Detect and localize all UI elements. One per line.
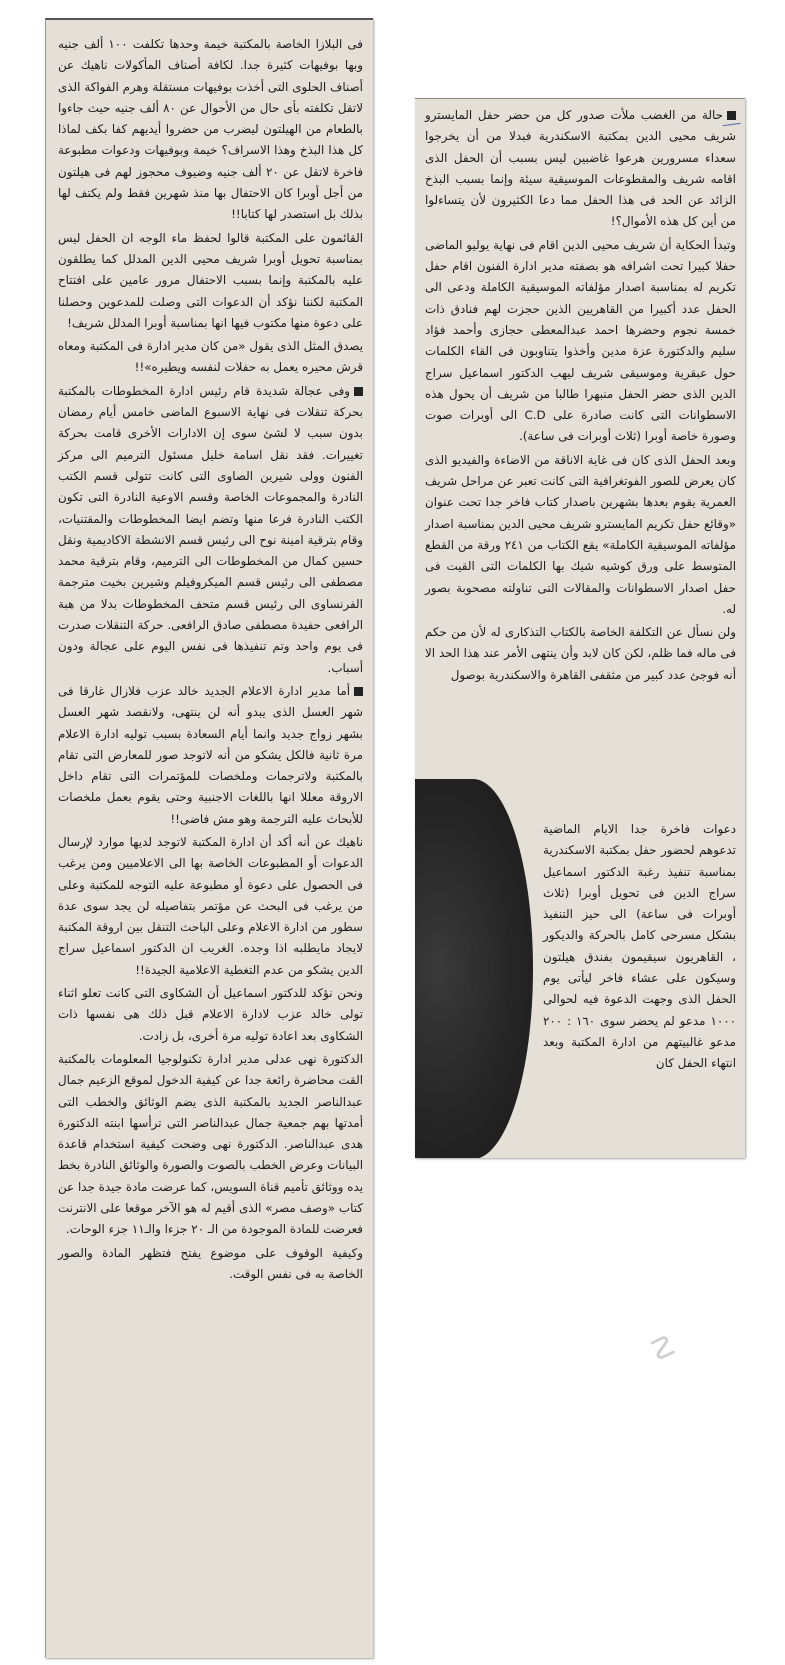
left-paragraph-1: فى البلازا الخاصة بالمكتبة خيمة وحدها تكلفت ١٠٠ ألف جنيه وبها بوفيهات كثيرة جدا. لكافة أصناف المأكولات ناهيك عن أصناف الحلوى التى أخذت بوفيهات مستقلة وهرم الفواكة الذى لاتقل تكلفته بأى حال من الأحوال عن ٨٠ ألف جنيه حيث جاءوا بالطعام من الهيلتون ليضرب من حضروا أيديهم كفا بكف لماذا كل هذا البذخ وهذا الاسراف؟ خيمة وبوفيهات ودعوات مطبوعة فاخرة لاتقل عن ٢٠ ألف جنيه وضيوف محجوز لهم فى هيلتون من أجل أوبرا كان الاحتفال بها منذ شهرين فقط ولم يكتف لها بذلك بل استصدر لها كتابا!! xyxy=(58,37,364,222)
left-paragraph-9: وكيفية الوقوف على موضوع يفتح فتظهر المادة والصور الخاصة به فى نفس الوقت. xyxy=(58,1245,363,1281)
right-paragraph-1 xyxy=(425,105,736,233)
left-clipping-column xyxy=(45,18,373,1658)
left-paragraph-2: القائمون على المكتبة قالوا لحفظ ماء الوجه ان الحفل ليس بمناسبة تحويل أوبرا شريف محيى الدين المدلل كما يطلقون عليه بالمكتبة وإنما بسبب الاحتفال مرور عامين على افتتاح المكتبة لكننا نؤكد أن الدعوات التى وصلت للمدعوين وحصلنا على دعوة منها مكتوب فيها انها بمناسبة أوبرا المدلل شريف! xyxy=(58,230,363,330)
right-text-block-bottom xyxy=(543,819,736,1075)
pencil-scribble-icon: ☡ xyxy=(646,1329,680,1369)
left-paragraph-6: ناهيك عن أنه أكد أن ادارة المكتبة لاتوجد لديها موارد لإرسال الدعوات أو المطبوعات الخاصة بها الى الاعلاميين ومن يرغب فى الحصول على دعوة أو مطبوعة عليه التوجه للمكتبة وعلى من يرغب فى البحث عن مؤتمر بتفاصيله لن يجد سوى عدة سطور من ادارة الاعلام وعلى الباحث التنقل بين اروقة المكتبة لايجاد مايطلبه اذا وجده. الغريب ان الدكتور اسماعيل سراج الدين يشكو من عدم التغطية الاعلامية الجيدة!! xyxy=(58,834,363,977)
right-paragraph-4: ولن نسأل عن التكلفة الخاصة بالكتاب التذكارى له لأن من حكم فى ماله فما ظلم، لكن كان لابد وأن ينتهى الأمر عند هذا الحد الا أنه فوجئ عدد كبير من مثقفى القاهرة والاسكندرية بوصول xyxy=(425,625,736,682)
left-paragraph-4 xyxy=(58,381,363,679)
left-paragraph-5-text: أما مدير ادارة الاعلام الجديد خالد عزب فلازال غارقا فى شهر العسل الذى يبدو أنه لن ينتهى، ولانقصد شهر العسل بشهر زواج جديد وانما أيام السعادة بسبب توليه ادارة الاعلام مرة ثانية فالكل يشكو من أنه لاتوجد صور للمعارض التى تقام بالمكتبة ولاترجمات وملخصات للمؤتمرات التى تقام داخل الاروقة معللا انها باللغات الاجنبية وحتى يقوم بعمل ملخصات للأبحاث عليه الترجمة وهو مش فاضى!! xyxy=(58,683,363,826)
photo-fragment xyxy=(415,779,533,1158)
right-text-block-top xyxy=(425,105,736,686)
left-paragraph-3: يصدق المثل الذى يقول «من كان مدير ادارة فى المكتبة ومعاه قرش محيره يعمل به حفلات لنفسه ويطيره»!! xyxy=(58,339,363,375)
left-paragraph-7: ونحن نؤكد للدكتور اسماعيل أن الشكاوى التى كانت تعلو اثناء تولى خالد عزب لادارة الاعلام قبل ذلك هى نفسها ذات الشكاوى بعد اعادة توليه مرة أخرى، بل زادت. xyxy=(58,986,363,1043)
right-paragraph-3: وبعد الحفل الذى كان فى غاية الاناقة من الاضاءة والفيديو الذى كان يعرض للصور الفوتغرافية التى كانت تعبر عن مراحل شريف العمرية يقوم بعدها بشهرين باصدار كتاب فاخر جدا تحت عنوان «وقائع حفل تكريم المايسترو شريف محيى الدين بمناسبة اصدار مؤلفاته الموسيقية الكاملة» يقع الكتاب من ٢٤١ ورقة من القطع المتوسط على ورق كوشيه شيك بها الكلمات التى القيت فى حفل اصدار الاسطوانات والمقالات التى تناولته مصحوبة بصور له. xyxy=(425,452,736,616)
bullet-square-icon xyxy=(354,687,363,696)
left-paragraph-8: الدكتورة نهى عدلى مدير ادارة تكنولوجيا المعلومات بالمكتبة القت محاضرة رائعة جدا عن كيفية الدخول لموقع الزعيم جمال عبدالناصر الجديد بالمكتبة الذى يضم الوثائق والخطب التى أمدتها بهم جمعية جمال عبدالناصر التى ترأسها ابنته الدكتورة هدى عبدالناصر. الدكتورة نهى وضحت كيفية استخدام قاعدة البيانات وعرض الخطب بالصوت والصورة والوثائق النادرة بخط يده ووثائق تأميم قناة السويس، كما عرضت مادة جيدة جدا عن كتاب «وصف مصر» الذى أقيم له هو الآخر موقعا على الانترنت فعرضت للمادة الموجودة من الـ ٢٠ جزءا والـ١١ جزء الوحات. xyxy=(58,1051,363,1237)
right-paragraph-2: وتبدأ الحكاية أن شريف محيى الدين اقام فى نهاية يوليو الماضى حفلا كبيرا تحت اشرافه هو بصفته مدير ادارة الفنون اقام حفل تكريم له بمناسبة اصدار مؤلفاته الموسيقية الكاملة ودعى الى الحفل عدد أكبيرا من القاهريين الذين حجزت لهم فنادق ذات خمسة نجوم وحضرها احمد عبدالمعطى حجازى وأحمد فؤاد سليم والدكتورة عزة مدين وأخذوا يتناوبون فى القاء الكلمات حول عبقرية وموسيقى شريف ليهب الدكتور اسماعيل سراج الدين الذى حضر الحفل منبهرا طالبا من شريف أن يحول هذه الاسطوانات التى كانت صادرة على C.D الى أوبرات صوت وصورة خاصة أوبرا (ثلاث أوبرات فى ساعة). xyxy=(425,237,736,444)
left-paragraph-4-text: وفى عجالة شديدة قام رئيس ادارة المخطوطات بالمكتبة بحركة تنقلات فى نهاية الاسبوع الماضى خامس أيام رمضان بدون سبب لا لشئ سوى إن الادارات الأخرى قامت بحركة تغييرات. فقد نقل اسامة خليل مسئول الترميم الى مركز الفنون وولى شيرين الصاوى التى كانت تتولى قسم الكتب النادرة والمجموعات الخاصة وقسم الاوعية النادرة التى تكون الكتب النادرة فرعا منها وتضم ايضا المخطوطات والمقتنيات، وقام بترقية امينة نوح الى رئيس قسم الانشطة الاكاديمية ونقل حسين كمال من المخطوطات الى الترميم، وقام بترقية محمد مصطفى الى رئيس قسم الميكروفيلم وشيرين بخيت مترجمة الفرنساوى الى رئيس قسم متحف المخطوطات بدلا من هبة الرافعى حفيدة مصطفى صادق الرافعى. حركة التنقلات صدرت فى يوم واحد وتم تنفيذها فى نفس اليوم على عجالة ودون أسباب. xyxy=(58,383,363,675)
bullet-square-icon xyxy=(354,387,363,396)
right-paragraph-1-text: حالة من الغضب ملأت صدور كل من حضر حفل المايسترو شريف محيى الدين بمكتبة الاسكندرية فبدلا من أن يخرجوا سعداء مسرورين هرعوا غاضبين ليس بسبب أن الحفل الذى اقامه شريف والمقطوعات الموسيقية سيئة وإنما بسبب البذخ الزائد عن الحد فى هذا الحفل مما دعا الكثيرون لأن يتساءلوا من أين كل هذه الأموال؟! xyxy=(425,108,736,229)
right-paragraph-5: دعوات فاخرة جدا الايام الماضية تدعوهم لحضور حفل بمكتبة الاسكندرية بمناسبة تنفيذ رغبة الدكتور اسماعيل سراج الدين فى تحويل أوبرا (ثلاث أوبرات فى ساعة) الى حيز التنفيذ بشكل مسرحى كامل بالحركة والديكور ، القاهريون سيقيمون بفندق هيلتون وسيكون على عشاء فاخر ليأتى يوم الحفل الذى وجهت الدعوة فيه لحوالى ١٠٠٠ مدعو لم يحضر سوى ١٦٠ : ٢٠٠ مدعو غالبيتهم من ادارة المكتبة وبعد انتهاء الحفل كان xyxy=(543,822,736,1071)
left-paragraph-5 xyxy=(58,681,363,830)
right-clipping-column xyxy=(415,98,745,1158)
